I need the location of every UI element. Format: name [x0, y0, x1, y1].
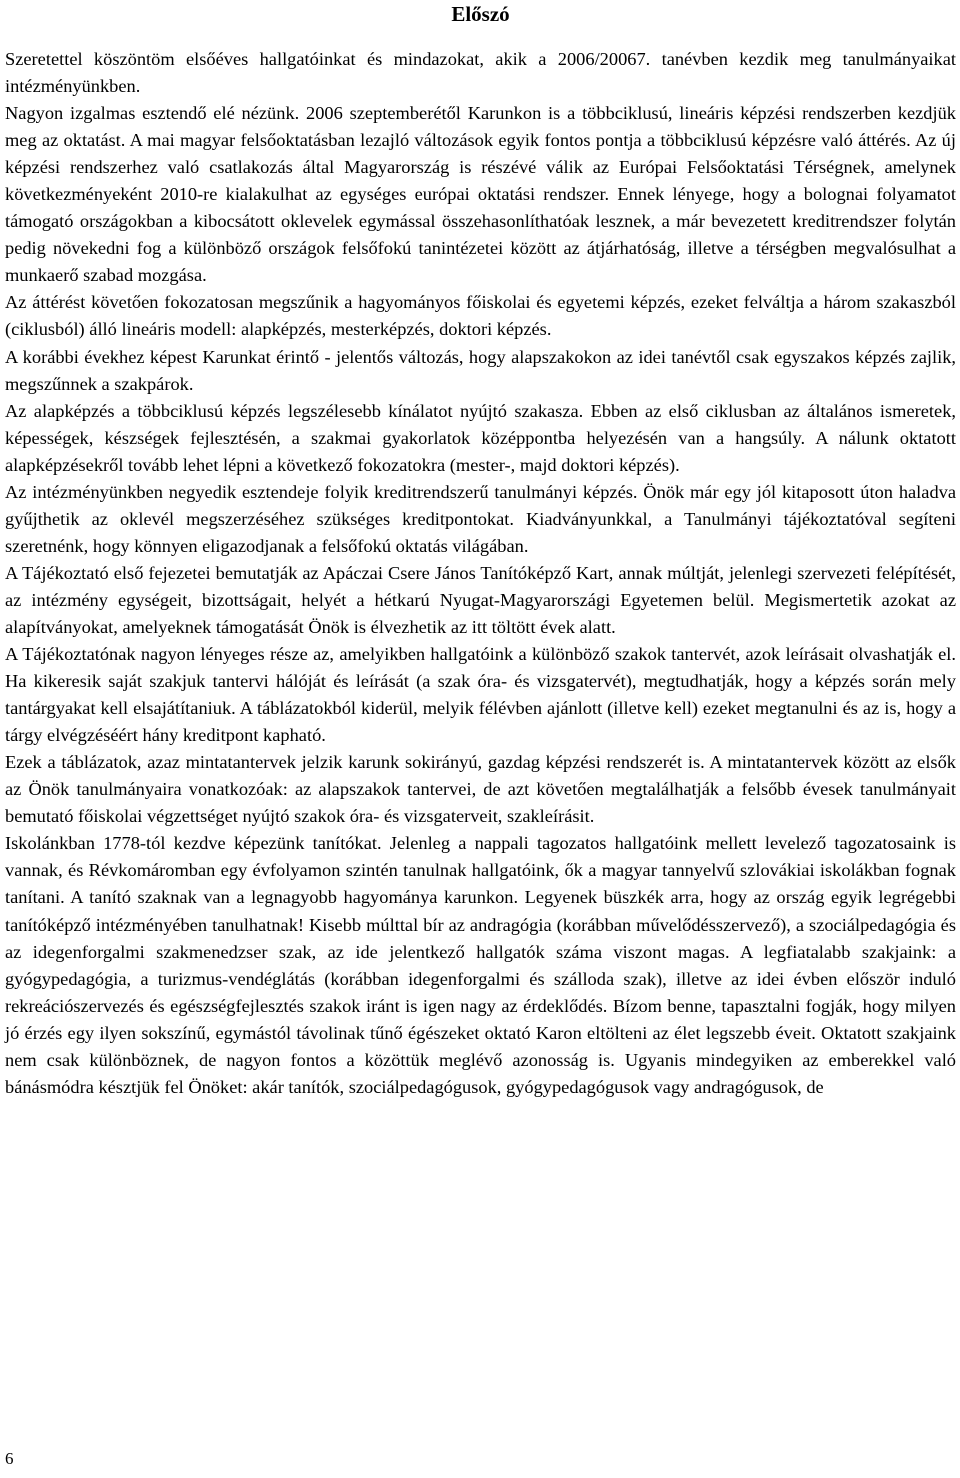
paragraph-9: Ezek a táblázatok, azaz mintatantervek jelzik karunk sokirányú, gazdag képzési rendszerét is. A mintatantervek között az elsők az Önök tanulmányaira vonatkozóak: az alapszakok tantervei, de azt követően megtalálhatják a felsőbb évesek tanulmányait bemutató főiskolai végzettséget nyújtó szakok óra- és vizsgaterveit, szakleírásit.: [5, 752, 956, 827]
paragraph-4: A korábbi évekhez képest Karunkat érintő - jelentős változás, hogy alapszakokon az idei tanévtől csak egyszakos képzés zajlik, megszűnnek a szakpárok.: [5, 346, 956, 394]
paragraph-6: Az intézményünkben negyedik esztendeje folyik kreditrendszerű tanulmányi képzés. Önök már egy jól kitaposott úton haladva gyűjthetik az oklevél megszerzéséhez szükséges kreditpontokat. Kiadványunkkal, a Tanulmányi tájékoztatóval segíteni szeretnénk, hogy könnyen eligazodjanak a felsőfokú oktatás világában.: [5, 481, 956, 556]
paragraph-7: A Tájékoztató első fejezetei bemutatják az Apáczai Csere János Tanítóképző Kart, annak múltját, jelenlegi szervezeti felépítését, az intézmény egységeit, bizottságait, helyét a hétkarú Nyugat-Magyarországi Egyetemen belül. Megismertetik azokat az alapítványokat, amelyeknek támogatását Önök is élvezhetik az itt töltött évek alatt.: [5, 562, 956, 637]
paragraph-5: Az alapképzés a többciklusú képzés legszélesebb kínálatot nyújtó szakasza. Ebben az első ciklusban az általános ismeretek, képességek, készségek fejlesztésén, a szakmai gyakorlatok középpontba helyezésén van a hangsúly. A nálunk oktatott alapképzésekről tovább lehet lépni a következő fokozatokra (mester-, majd doktori képzés).: [5, 400, 956, 475]
page-title: Előszó: [451, 2, 510, 26]
paragraph-1: Szeretettel köszöntöm elsőéves hallgatóinkat és mindazokat, akik a 2006/20067. tanévben kezdik meg tanulmányaikat intézményünkben.: [5, 49, 956, 97]
document-body: [5, 46, 956, 1101]
page-number: 6: [5, 1449, 14, 1468]
document-page: [5, 0, 956, 1101]
paragraph-3: Az áttérést követően fokozatosan megszűnik a hagyományos főiskolai és egyetemi képzés, ezeket felváltja a három szakaszból (ciklusból) álló lineáris modell: alapképzés, mesterképzés, doktori képzés.: [5, 292, 956, 340]
paragraph-8: A Tájékoztatónak nagyon lényeges része az, amelyikben hallgatóink a különböző szakok tantervét, azok leírásait olvashatják el. Ha kikeresik saját szakjuk tantervi hálóját és leírását (a szak óra- és vizsgatervét), megtudhatják, hogy a képzés során mely tantárgyakat kell elsajátítaniuk. A táblázatokból kiderül, melyik félévben ajánlott (illetve kell) ezeket megtanulni és az is, hogy a tárgy elvégzéséért hány kreditpont kapható.: [5, 644, 956, 746]
paragraph-2: Nagyon izgalmas esztendő elé nézünk. 2006 szeptemberétől Karunkon is a többciklusú, lineáris képzési rendszerben kezdjük meg az oktatást. A mai magyar felsőoktatásban lezajló változások egyik fontos pontja a többciklusú képzésre való áttérés. Az új képzési rendszerhez való csatlakozás által Magyarország is részévé válik az Európai Felsőoktatási Térségnek, amelynek következményeként 2010-re kialakulhat az egységes európai oktatási rendszer. Ennek lényege, hogy a bolognai folyamatot támogató országokban a kibocsátott oklevelek egymással összehasonlíthatóak lesznek, a már bevezetett kreditrendszer folytán pedig növekedni fog a különböző országok felsőfokú tanintézetei között az átjárhatóság, illetve a térségben megvalósulhat a munkaerő szabad mozgása.: [5, 103, 956, 286]
paragraph-10: Iskolánkban 1778-tól kezdve képezünk tanítókat. Jelenleg a nappali tagozatos hallgatóink mellett levelező tagozatosaink is vannak, és Révkomáromban egy évfolyamon szintén tanulnak hallgatóink, ők a magyar tannyelvű szlovákiai iskolákban fognak tanítani. A tanító szaknak van a legnagyobb hagyománya karunkon. Legyenek büszkék arra, hogy az ország egyik legrégebbi tanítóképző intézményében tanulhatnak! Kisebb múlttal bír az andragógia (korábban művelődésszervező), a szociálpedagógia és az idegenforgalmi szakmenedzser szak, az ide jelentkező hallgatók száma viszont magas. A legfiatalabb szakjaink: a gyógypedagógia, a turizmus-vendéglátás (korábban idegenforgalmi és szálloda szak), illetve az idei évben először induló rekreációszervezés és egészségfejlesztés szakok iránt is igen nagy az érdeklődés. Bízom benne, tapasztalni fogják, hogy milyen jó érzés egy ilyen sokszínű, egymástól távolinak tűnő égészeket oktató Karon eltölteni az élet legszebb éveit. Oktatott szakjaink nem csak különböznek, de nagyon fontos a közöttük meglévő azonosság is. Ugyanis mindegyiken az emberekkel való bánásmódra késztjük fel Önöket: akár tanítók, szociálpedagógusok, gyógypedagógusok vagy andragógusok, de: [5, 833, 956, 1097]
